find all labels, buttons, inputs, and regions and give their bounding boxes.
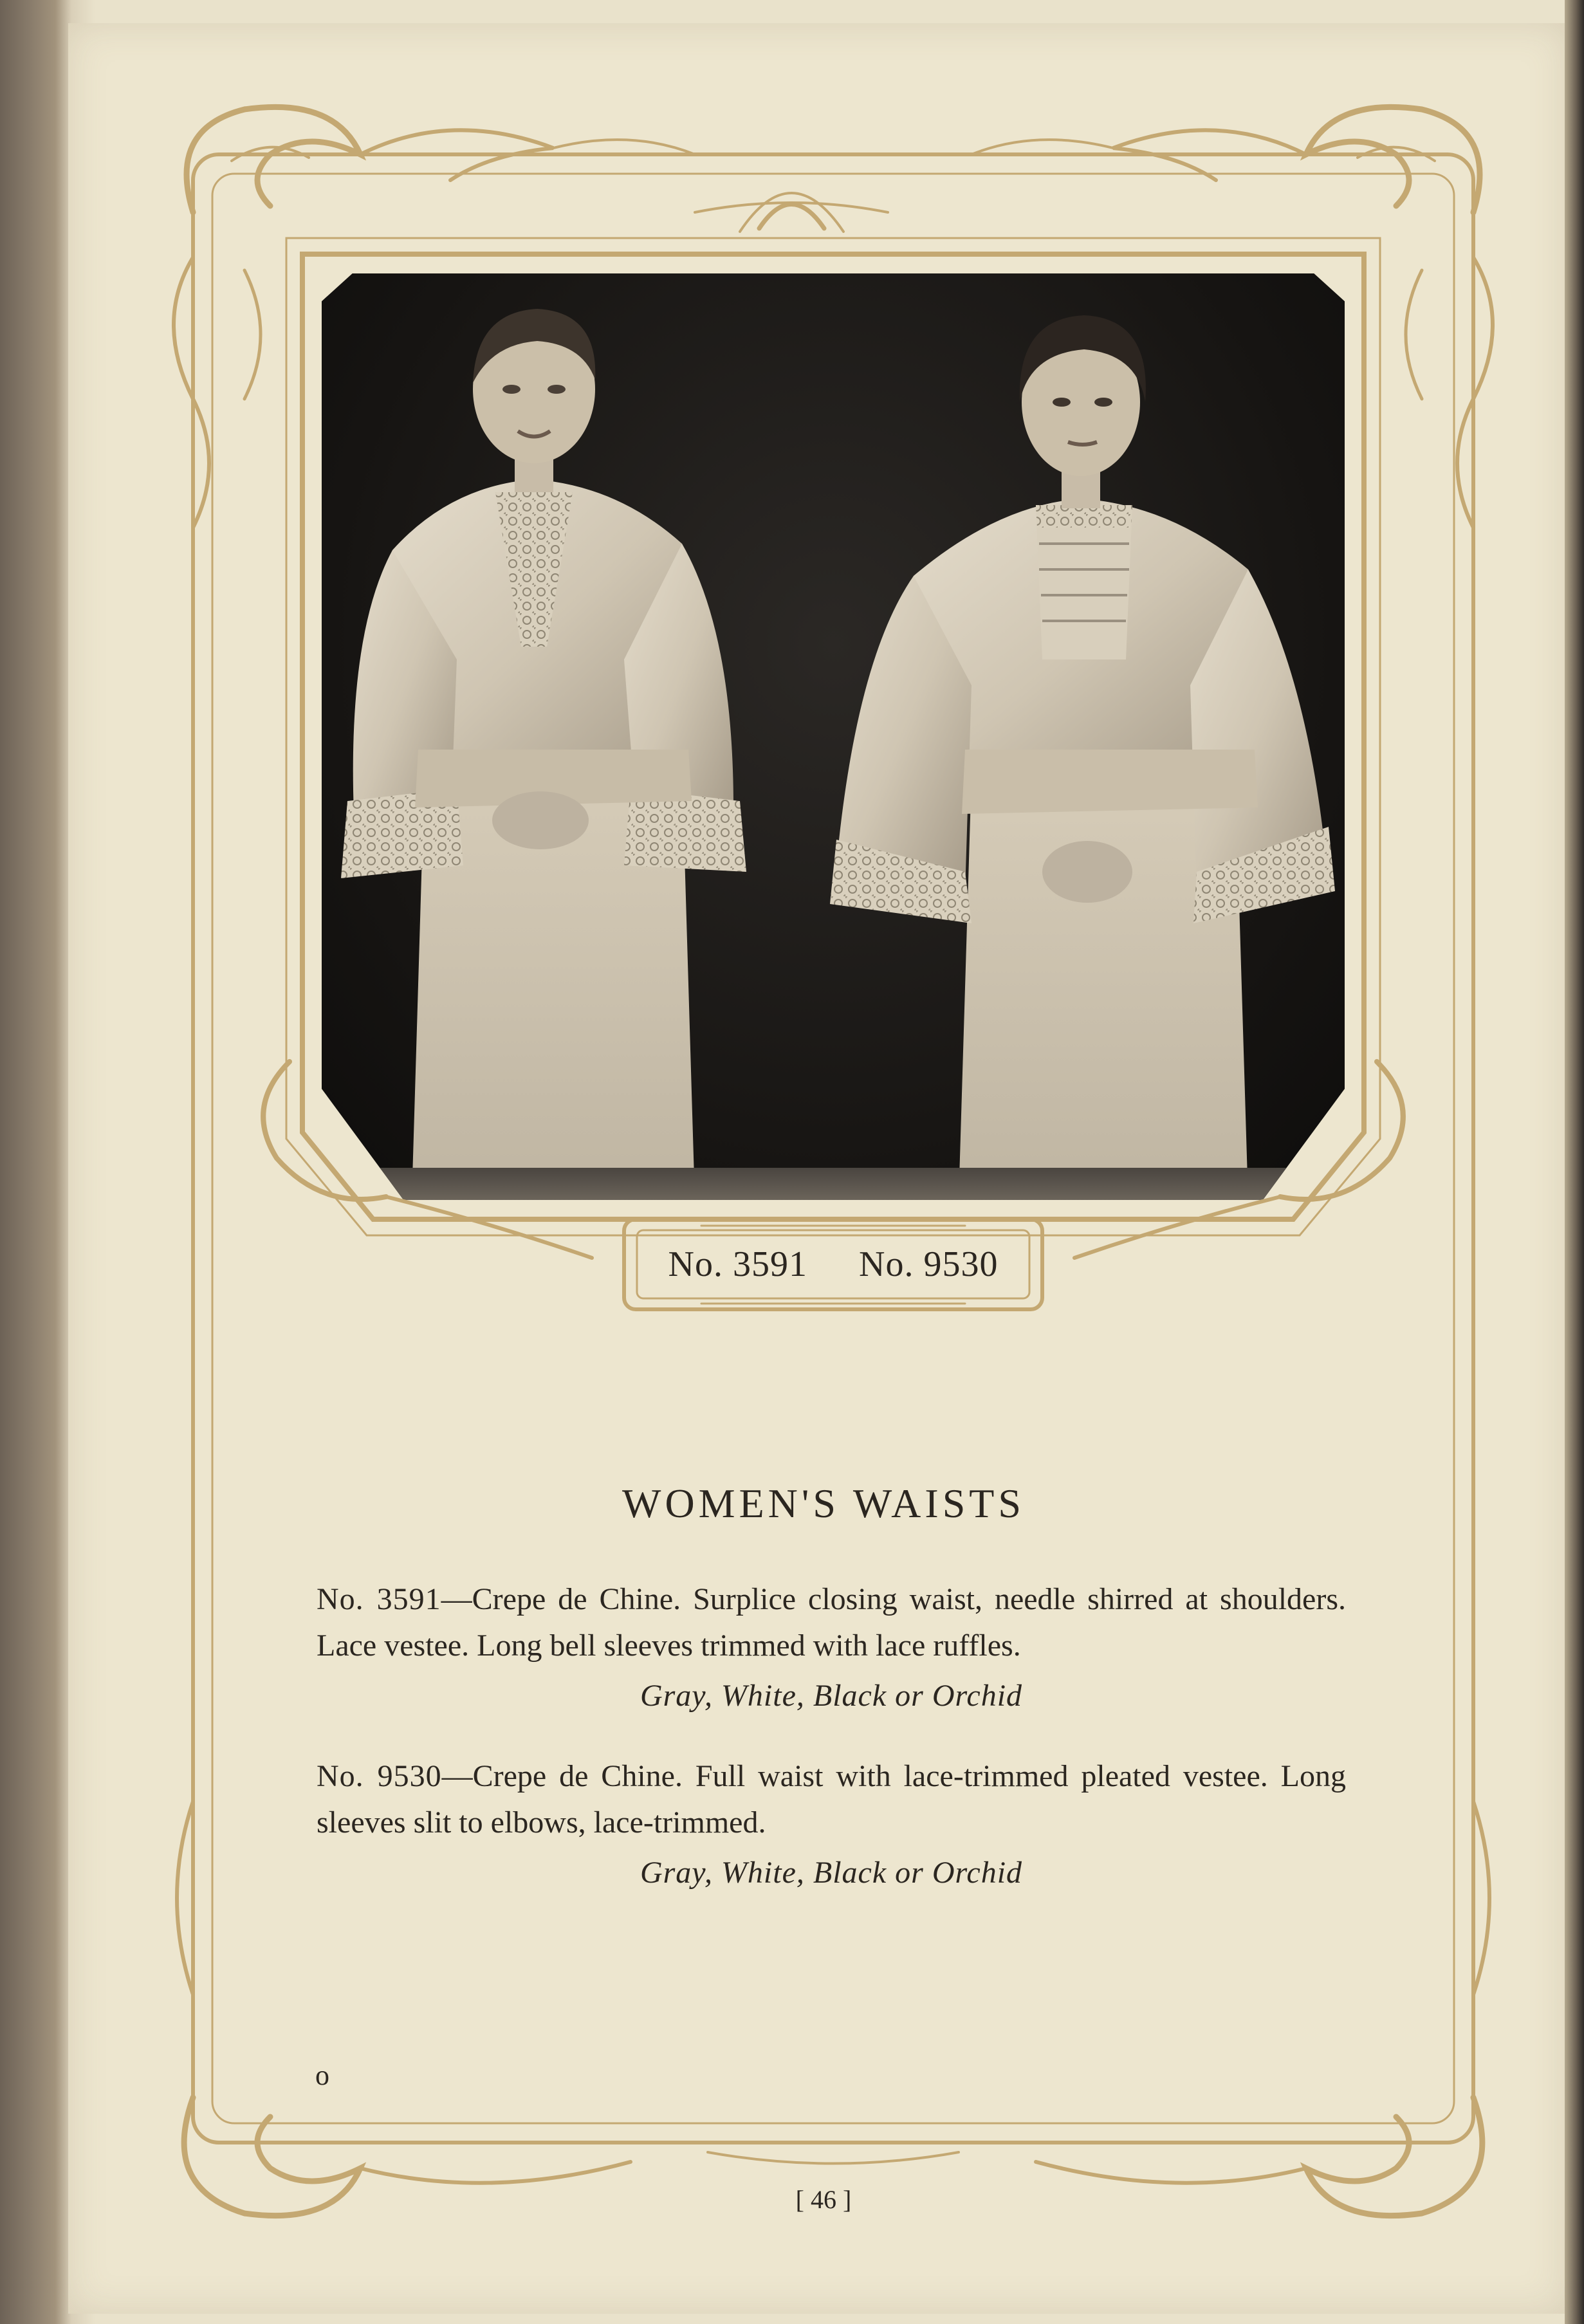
product-entry-3591 <box>317 1576 1346 1719</box>
entry-number: No. 9530 <box>317 1759 442 1793</box>
section-heading: WOMEN'S WAISTS <box>622 1480 1025 1526</box>
caption-left-number: No. 3591 <box>668 1244 807 1284</box>
entry-colors: Gray, White, Black or Orchid <box>640 1679 1023 1713</box>
margin-mark: o <box>315 2060 329 2091</box>
entry-description: —Crepe de Chine. Surplice closing waist, needle shirred at shoulders. Lace vestee. Long bell sleeves trimmed with lace ruffles. <box>317 1582 1347 1663</box>
caption-plate <box>627 1222 1039 1306</box>
page-number: [ 46 ] <box>795 2185 852 2214</box>
entry-colors: Gray, White, Black or Orchid <box>640 1856 1023 1890</box>
entry-description: —Crepe de Chine. Full waist with lace-trimmed pleated vestee. Long sleeves slit to elbows, lace-trimmed. <box>317 1759 1347 1840</box>
entry-number: No. 3591 <box>317 1582 441 1616</box>
product-entry-9530 <box>317 1753 1346 1896</box>
caption-right-number: No. 9530 <box>859 1244 999 1284</box>
